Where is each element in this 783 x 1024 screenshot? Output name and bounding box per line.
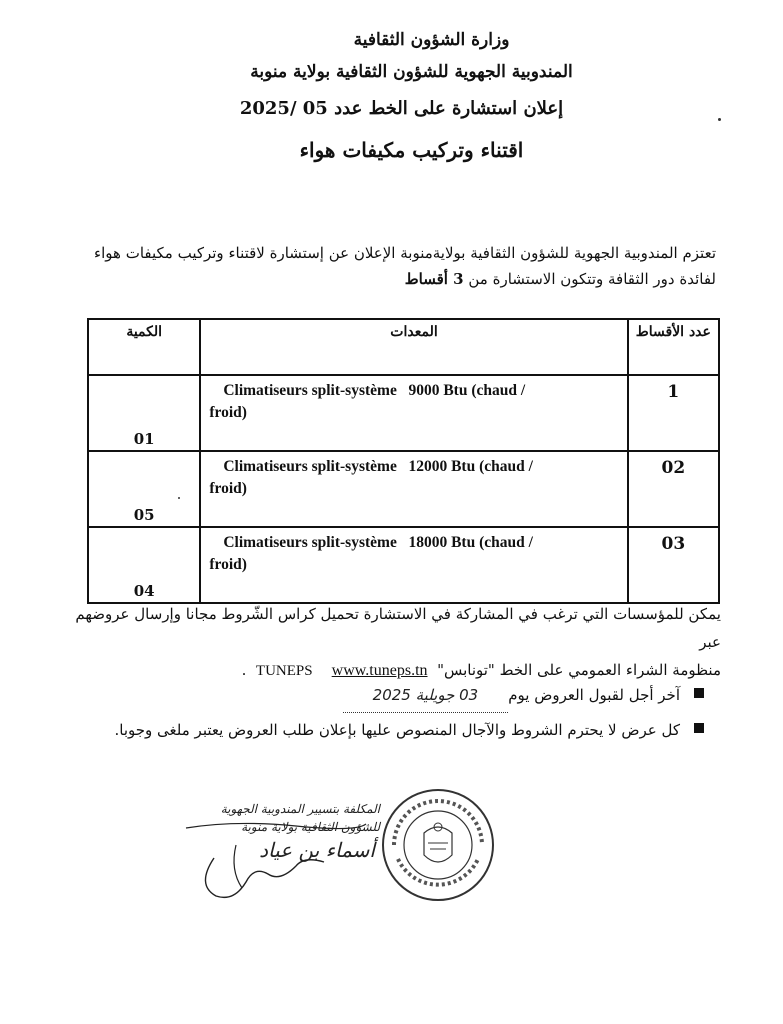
scan-speck xyxy=(178,497,180,499)
row-equipment xyxy=(200,375,627,451)
list-item xyxy=(96,678,704,713)
signature-line-2: للشؤون الثقافية بولاية منوبة xyxy=(241,820,380,834)
directorate-title: المندوبية الجهوية للشؤون الثقافية بولاية منوبة xyxy=(250,62,573,82)
tuneps-link[interactable]: www.tuneps.tn xyxy=(331,662,428,679)
table-row xyxy=(88,527,719,603)
intro-lots-count: 3 أقساط xyxy=(404,270,464,288)
signature-line-1: المكلفة بتسيير المندوبية الجهوية xyxy=(220,802,380,816)
intro-text: تعتزم المندوبية الجهوية للشؤون الثقافية بولايةمنوبة الإعلان عن إستشارة لاقتناء وتركيب مكيفات هواء لفائدة دور الثقافة وتتكون الاستشارة من xyxy=(94,244,716,288)
row-equipment xyxy=(200,527,627,603)
participation-line-1: يمكن للمؤسسات التي ترغب في المشاركة في الاستشارة تحميل كراس الشّروط مجانا وإرسال عروضهم عبر xyxy=(75,605,721,651)
condition-text: كل عرض لا يحترم الشروط والآجال المنصوص عليها بإعلان طلب العروض يعتبر ملغى وجوبا. xyxy=(114,721,680,739)
scan-speck xyxy=(718,118,721,121)
table-header-row xyxy=(88,319,719,375)
equipment-spec: 12000 Btu (chaud / xyxy=(408,458,533,475)
equipment-spec-end: froid) xyxy=(209,556,247,573)
equipment-spec-end: froid) xyxy=(209,480,247,497)
row-lot-number: 1 xyxy=(628,375,719,451)
equipment-spec: 18000 Btu (chaud / xyxy=(408,534,533,551)
header-lot-number: عدد الأقساط xyxy=(628,319,719,375)
bullet-square-icon xyxy=(694,688,704,698)
equipment-spec: 9000 Btu (chaud / xyxy=(408,382,526,399)
equipment-name: Climatiseurs split-système xyxy=(223,534,397,551)
equipment-table xyxy=(87,318,720,604)
table-row xyxy=(88,375,719,451)
equipment-name: Climatiseurs split-système xyxy=(223,382,397,399)
line-end-period: . xyxy=(241,661,247,679)
row-quantity: 01 xyxy=(88,375,200,451)
deadline-handwritten-date: 03 جويلية 2025 xyxy=(343,678,509,713)
row-lot-number: 02 xyxy=(628,451,719,527)
list-item xyxy=(96,713,704,747)
header-quantity: الكمية xyxy=(88,319,200,375)
tuneps-platform-text: منظومة الشراء العمومي على الخط "تونابس" xyxy=(437,661,721,679)
tuneps-name: TUNEPS xyxy=(255,663,313,679)
equipment-spec-end: froid) xyxy=(209,404,247,421)
handwritten-signature xyxy=(176,800,376,910)
intro-paragraph xyxy=(76,240,716,292)
bullet-square-icon xyxy=(694,723,704,733)
ministry-title: وزارة الشؤون الثقافية xyxy=(353,30,510,50)
row-quantity: 05 xyxy=(88,451,200,527)
row-lot-number: 03 xyxy=(628,527,719,603)
conditions-list xyxy=(96,678,704,747)
row-equipment xyxy=(200,451,627,527)
subject-title: اقتناء وتركيب مكيفات هواء xyxy=(299,138,524,162)
participation-paragraph xyxy=(66,600,721,685)
announcement-title: إعلان استشارة على الخط عدد 05 /2025 xyxy=(239,98,564,119)
signature-name: أسماء بن عياد xyxy=(259,838,375,862)
equipment-name: Climatiseurs split-système xyxy=(223,458,397,475)
deadline-label: آخر أجل لقبول العروض يوم xyxy=(508,686,680,704)
row-quantity: 04 xyxy=(88,527,200,603)
table-row xyxy=(88,451,719,527)
header-equipment: المعدات xyxy=(200,319,627,375)
official-stamp xyxy=(380,785,500,905)
